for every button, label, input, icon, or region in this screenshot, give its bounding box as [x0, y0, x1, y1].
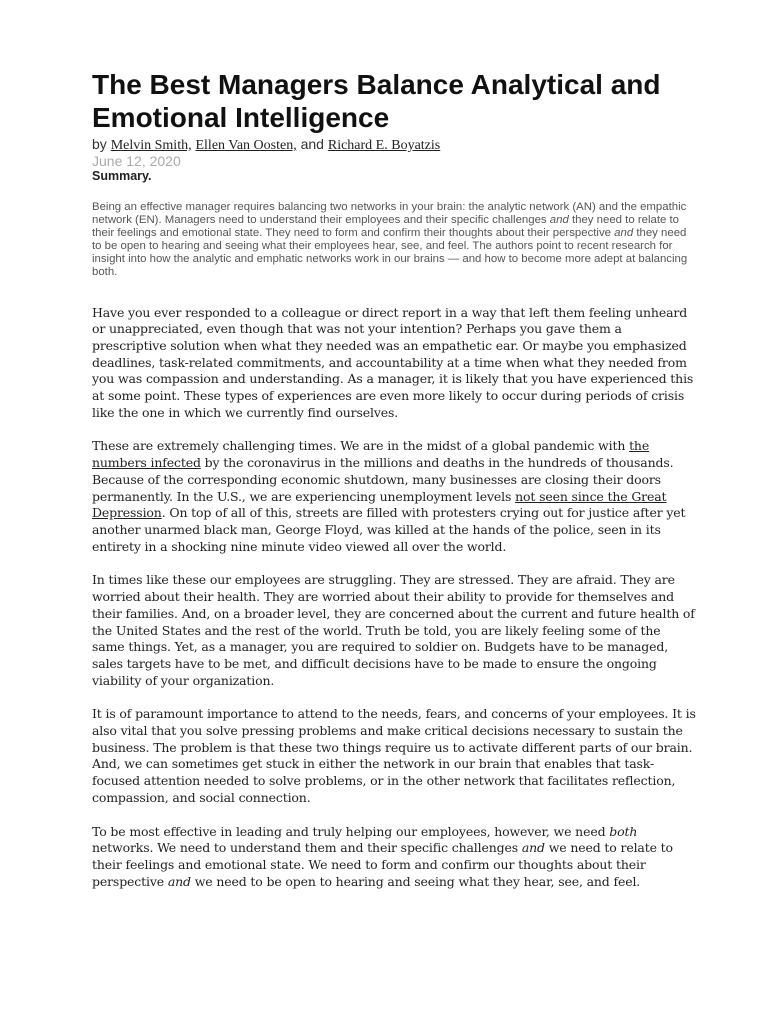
article-title: The Best Managers Balance Analytical and Emotional Intelligence [92, 69, 661, 133]
byline-prefix: by [92, 136, 111, 152]
author-link-melvin-smith[interactable]: Melvin Smith, [110, 138, 192, 153]
author-link-ellen-van-oosten[interactable]: Ellen Van Oosten, [195, 138, 297, 153]
paragraph-5-emphasis-and-1: and [521, 840, 545, 856]
body-paragraph-2 [92, 438, 696, 555]
summary-emphasis-1: and [549, 214, 569, 227]
paragraph-2-part-c: . On top of all of this, streets are filled with protesters crying out for justice after yet another unarmed black man, George Floyd, was killed at the hands of the police, seen in its entirety in a shocking nine minute video viewed all over the world. [92, 505, 686, 554]
summary-part-3: they need to be open to hearing and seeing what their employees hear, see, and feel. The authors point to recent research for insight into how the analytic and emphatic networks work in our brains — and how to become more adept at balancing both. [92, 227, 688, 279]
paragraph-5-emphasis-both: both [609, 823, 638, 839]
summary-label: Summary. [92, 169, 152, 183]
paragraph-2-part-a: These are extremely challenging times. We are in the midst of a global pandemic with [92, 438, 630, 454]
paragraph-5-part-d: we need to be open to hearing and seeing what they hear, see, and feel. [190, 873, 641, 889]
paragraph-5-emphasis-and-2: and [167, 873, 191, 889]
paragraph-5-part-c: we need to relate to their feelings and emotional state. We need to form and confirm our thoughts about their perspective [92, 840, 673, 889]
summary-text [92, 201, 696, 280]
byline [92, 136, 696, 154]
paragraph-5-part-b: networks. We need to understand them and their specific challenges [92, 840, 522, 856]
article [92, 68, 696, 890]
byline-and: and [296, 136, 328, 152]
summary-emphasis-2: and [614, 227, 634, 240]
body-paragraph-1: Have you ever responded to a colleague or direct report in a way that left them feeling unheard or unappreciated, even though that was not your intention? Perhaps you gave them a prescriptive solution when what they needed was an empathetic ear. Or maybe you emphasized deadlines, task-related commitments, and accountability at a time when what they needed from you was compassion and understanding. As a manager, it is likely that you have experienced this at some point. These types of experiences are even more likely to occur during periods of crisis like the one in which we currently find ourselves. [92, 304, 694, 420]
summary-part-1: Being an effective manager requires balancing two networks in your brain: the analytic network (AN) and the empathic network (EN). Managers need to understand their employees and their specific challenges [92, 201, 687, 227]
paragraph-5-part-a: To be most effective in leading and truly helping our employees, however, we need [92, 823, 610, 839]
great-depression-link[interactable]: not seen since the Great Depression [92, 488, 667, 521]
body-paragraph-5 [92, 824, 696, 891]
numbers-infected-link[interactable]: the numbers infected [92, 438, 650, 471]
author-link-richard-boyatzis[interactable]: Richard E. Boyatzis [327, 138, 441, 153]
paragraph-2-part-b: by the coronavirus in the millions and deaths in the hundreds of thousands. Because of the corresponding economic shutdown, many businesses are closing their doors permanently. In the U.S., we are experiencing unemployment levels [92, 455, 674, 504]
summary-part-2: they need to relate to their feelings and emotional state. They need to form and confirm their thoughts about their perspective [92, 214, 679, 240]
body-paragraph-3: In times like these our employees are struggling. They are stressed. They are afraid. They are worried about their health. They are worried about their ability to provide for themselves and their families. And, on a broader level, they are concerned about the current and future health of the United States and the rest of the world. Truth be told, you are likely feeling some of the same things. Yet, as a manager, you are required to soldier on. Budgets have to be managed, sales targets have to be met, and difficult decisions have to be made to ensure the ongoing viability of your organization. [92, 572, 695, 688]
body-paragraph-4: It is of paramount importance to attend to the needs, fears, and concerns of your employees. It is also vital that you solve pressing problems and make critical decisions necessary to sustain the business. The problem is that these two things require us to activate different parts of our brain. And, we can sometimes get stuck in either the network in our brain that enables that task-focused attention needed to solve problems, or in the other network that facilitates reflection, compassion, and social connection. [92, 706, 696, 805]
publish-date: June 12, 2020 [92, 153, 181, 169]
